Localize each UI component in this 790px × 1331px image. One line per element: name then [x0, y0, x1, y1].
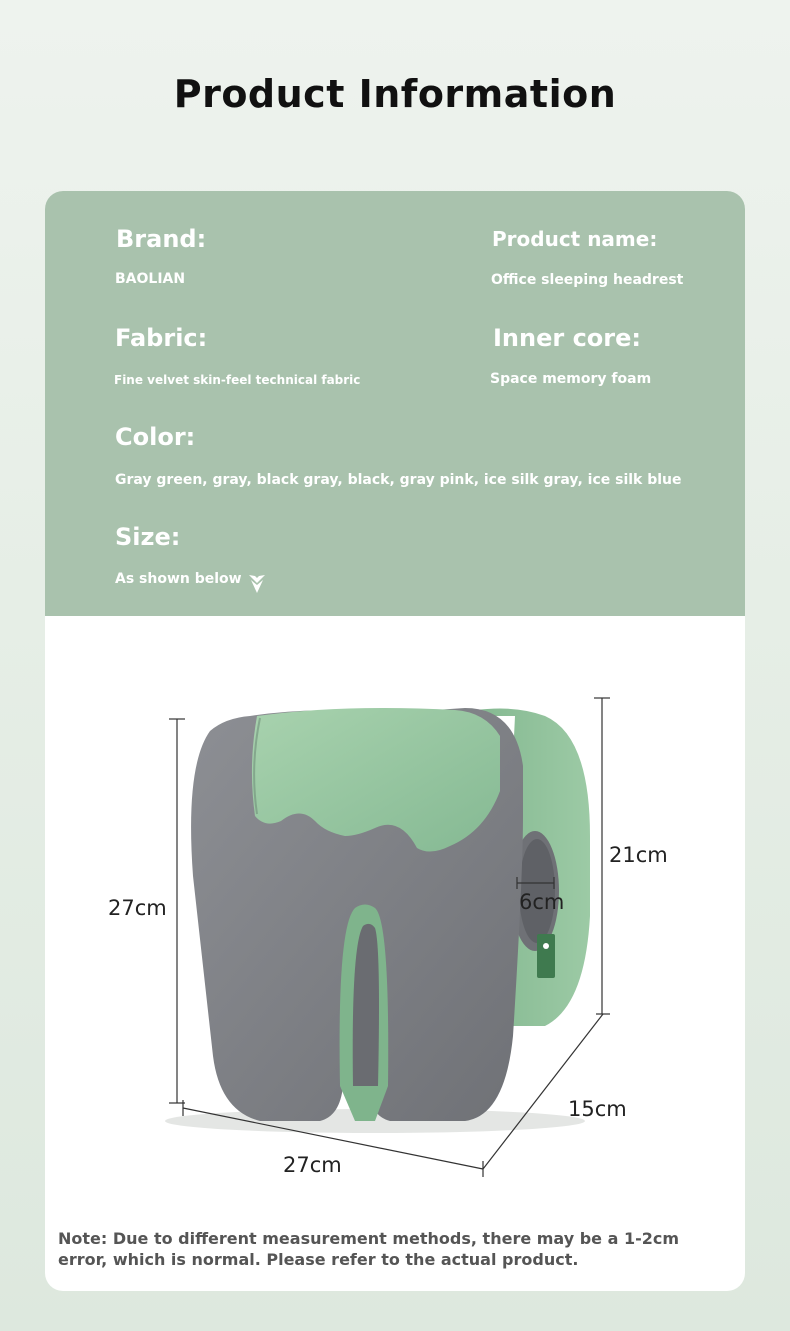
chevron-down-icon: [248, 574, 266, 594]
fabric-label: Fabric:: [115, 324, 208, 352]
brand-label: Brand:: [116, 225, 207, 253]
measurement-note: Note: Due to different measurement methods, there may be a 1-2cm error, which is normal. Please refer to the actual product.: [58, 1229, 680, 1269]
color-value: Gray green, gray, black gray, black, gray pink, ice silk gray, ice silk blue: [115, 472, 682, 488]
hole-dimension: 6cm: [519, 890, 565, 914]
size-value: As shown below: [115, 571, 242, 587]
depth-dimension: 15cm: [568, 1097, 627, 1121]
inner-core-value: Space memory foam: [490, 371, 652, 387]
width-dimension: 27cm: [283, 1153, 342, 1177]
size-label: Size:: [115, 523, 181, 551]
product-name-label: Product name:: [492, 227, 658, 251]
brand-tag: [537, 934, 555, 978]
brand-value: BAOLIAN: [115, 271, 186, 287]
back-height-dimension: 21cm: [609, 843, 668, 867]
product-card: [45, 191, 745, 1291]
color-label: Color:: [115, 423, 196, 451]
product-name-value: Office sleeping headrest: [491, 272, 684, 288]
info-panel: [45, 191, 745, 616]
fabric-value: Fine velvet skin-feel technical fabric: [114, 373, 361, 387]
inner-core-label: Inner core:: [493, 324, 641, 352]
height-dimension: 27cm: [108, 896, 167, 920]
page-title: Product Information: [173, 72, 617, 116]
